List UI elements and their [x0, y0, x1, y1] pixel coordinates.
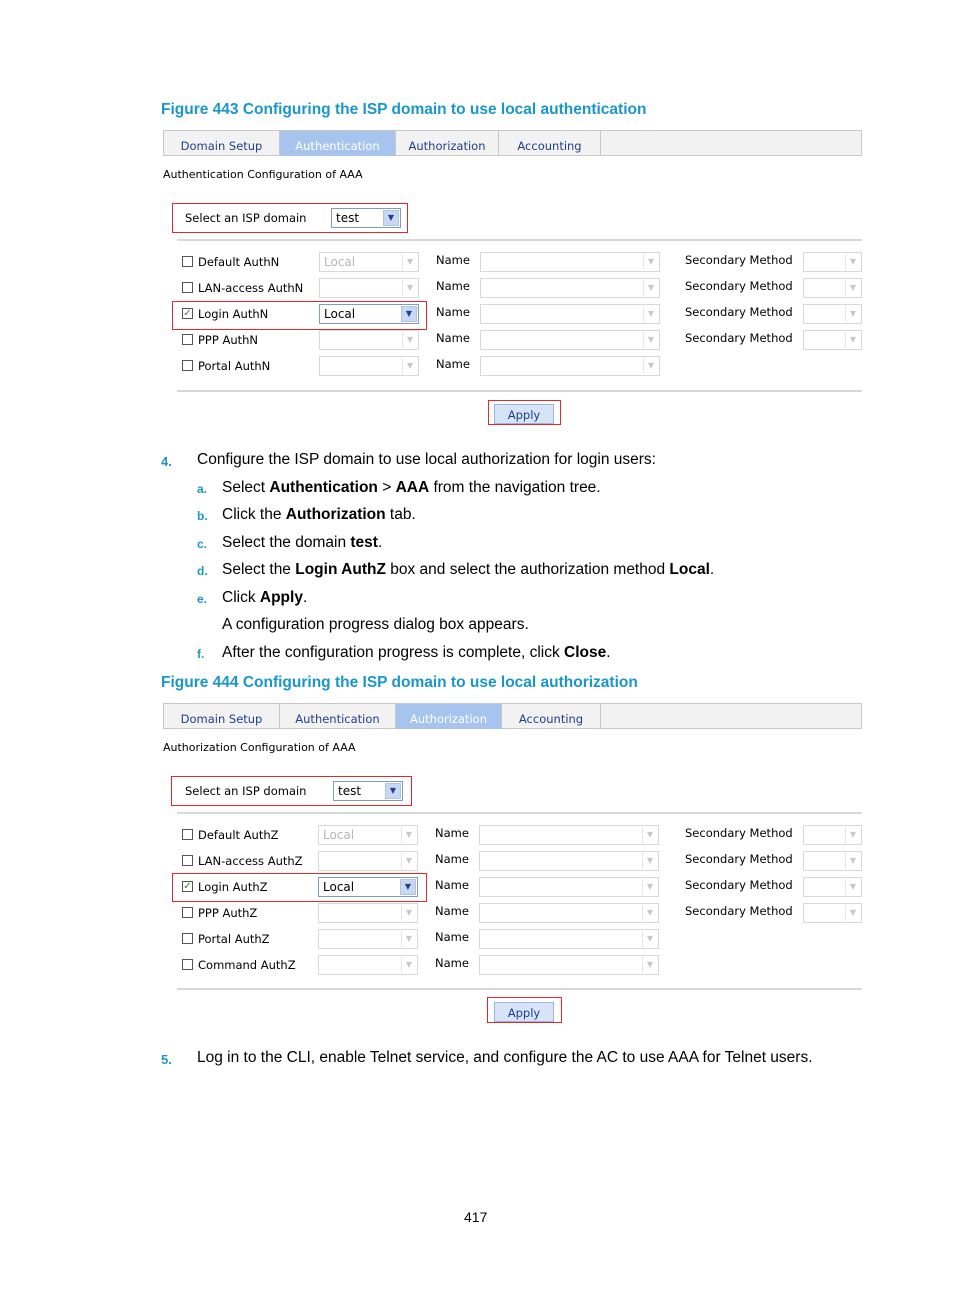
substep-text: Select the domain test.: [222, 534, 383, 551]
step-text: Log in to the CLI, enable Telnet service, and configure the AC to use AAA for Telnet users.: [197, 1049, 813, 1066]
name-label: Name: [435, 930, 469, 944]
primary-method-value: Local: [324, 307, 356, 321]
chevron-down-icon: ▼: [401, 306, 417, 322]
substep-note: A configuration progress dialog box appears.: [222, 616, 529, 633]
method-label: PPP AuthN: [198, 333, 259, 347]
substep-letter: c.: [197, 537, 208, 551]
secondary-method-select[interactable]: [803, 304, 862, 324]
chevron-down-icon: ▼: [401, 931, 416, 947]
chevron-down-icon: ▼: [643, 358, 658, 374]
chevron-down-icon: ▼: [845, 853, 860, 869]
tab-accounting[interactable]: Accounting: [499, 131, 601, 156]
method-checkbox[interactable]: ✓: [183, 881, 192, 892]
chevron-down-icon: ▼: [643, 254, 658, 270]
section-title: Authentication Configuration of AAA: [163, 168, 363, 181]
secondary-method-select[interactable]: [803, 877, 862, 897]
tab-bar: [163, 703, 862, 729]
chevron-down-icon: ▼: [400, 879, 416, 895]
secondary-method-select[interactable]: [803, 825, 862, 845]
tab-authorization[interactable]: Authorization: [396, 704, 502, 729]
method-checkbox[interactable]: [182, 334, 193, 345]
method-checkbox[interactable]: [182, 933, 193, 944]
primary-method-select[interactable]: [318, 825, 418, 845]
method-checkbox[interactable]: [182, 360, 193, 371]
chevron-down-icon: ▼: [401, 957, 416, 973]
chevron-down-icon: ▼: [845, 827, 860, 843]
chevron-down-icon: ▼: [402, 280, 417, 296]
name-label: Name: [436, 357, 470, 371]
chevron-down-icon: ▼: [643, 332, 658, 348]
isp-domain-value: test: [338, 784, 362, 798]
method-label: Default AuthZ: [198, 828, 279, 842]
tab-authentication[interactable]: Authentication: [280, 131, 396, 156]
substep-text: Select Authentication > AAA from the navigation tree.: [222, 479, 601, 496]
chevron-down-icon: ▼: [642, 879, 657, 895]
divider: [177, 239, 862, 241]
substep-letter: b.: [197, 509, 208, 523]
chevron-down-icon: ▼: [401, 905, 416, 921]
primary-method-select[interactable]: [318, 851, 418, 871]
name-label: Name: [436, 279, 470, 293]
name-select[interactable]: [480, 278, 660, 298]
method-checkbox[interactable]: [182, 829, 193, 840]
name-select[interactable]: [480, 356, 660, 376]
chevron-down-icon: ▼: [402, 254, 417, 270]
tab-accounting[interactable]: Accounting: [502, 704, 601, 729]
method-checkbox[interactable]: [182, 282, 193, 293]
chevron-down-icon: ▼: [383, 210, 399, 226]
tab-bar: [163, 130, 862, 156]
substep-letter: d.: [197, 564, 208, 578]
primary-method-value: Local: [324, 255, 356, 269]
chevron-down-icon: ▼: [845, 905, 860, 921]
secondary-method-select[interactable]: [803, 278, 862, 298]
substep-letter: e.: [197, 592, 208, 606]
method-checkbox[interactable]: ✓: [183, 308, 192, 319]
chevron-down-icon: ▼: [643, 306, 658, 322]
step-number: 4.: [161, 454, 172, 469]
name-select[interactable]: [479, 903, 659, 923]
method-label: Default AuthN: [198, 255, 280, 269]
primary-method-select[interactable]: [319, 278, 419, 298]
isp-domain-label: Select an ISP domain: [185, 211, 307, 225]
step-number: 5.: [161, 1052, 172, 1067]
primary-method-select[interactable]: [319, 330, 419, 350]
divider: [177, 390, 862, 392]
isp-domain-select[interactable]: [333, 781, 403, 801]
chevron-down-icon: ▼: [401, 827, 416, 843]
name-label: Name: [436, 305, 470, 319]
name-label: Name: [435, 878, 469, 892]
chevron-down-icon: ▼: [642, 905, 657, 921]
chevron-down-icon: ▼: [642, 853, 657, 869]
name-label: Name: [435, 904, 469, 918]
substep-text: Click the Authorization tab.: [222, 506, 416, 523]
method-label: Login AuthZ: [198, 880, 268, 894]
chevron-down-icon: ▼: [402, 332, 417, 348]
secondary-method-select[interactable]: [803, 330, 862, 350]
substep-text: After the configuration progress is complete, click Close.: [222, 644, 611, 661]
primary-method-select[interactable]: [319, 252, 419, 272]
method-label: PPP AuthZ: [198, 906, 258, 920]
secondary-method-select[interactable]: [803, 851, 862, 871]
primary-method-select[interactable]: [319, 356, 419, 376]
tab-authentication[interactable]: Authentication: [280, 704, 396, 729]
figure-443-caption: Figure 443 Configuring the ISP domain to use local authentication: [161, 101, 647, 118]
divider: [177, 988, 862, 990]
name-label: Name: [435, 826, 469, 840]
substep-letter: a.: [197, 482, 208, 496]
chevron-down-icon: ▼: [642, 931, 657, 947]
secondary-method-label: Secondary Method: [685, 305, 793, 319]
divider: [177, 812, 862, 814]
chevron-down-icon: ▼: [845, 280, 860, 296]
isp-domain-select[interactable]: [331, 208, 401, 228]
name-select[interactable]: [479, 877, 659, 897]
secondary-method-label: Secondary Method: [685, 331, 793, 345]
name-select[interactable]: [479, 929, 659, 949]
chevron-down-icon: ▼: [845, 306, 860, 322]
secondary-method-label: Secondary Method: [685, 253, 793, 267]
login-authn-highlight: [172, 301, 427, 330]
method-label: Portal AuthN: [198, 359, 271, 373]
name-select[interactable]: [479, 955, 659, 975]
chevron-down-icon: ▼: [845, 332, 860, 348]
page-number: 417: [464, 1209, 488, 1225]
section-title: Authorization Configuration of AAA: [163, 741, 356, 754]
primary-method-value: Local: [323, 828, 355, 842]
secondary-method-label: Secondary Method: [685, 878, 793, 892]
name-select[interactable]: [480, 304, 660, 324]
chevron-down-icon: ▼: [642, 957, 657, 973]
method-checkbox[interactable]: [182, 855, 193, 866]
tab-domain-setup[interactable]: Domain Setup: [164, 704, 280, 729]
substep-text: Click Apply.: [222, 589, 308, 606]
tab-domain-setup[interactable]: Domain Setup: [164, 131, 280, 156]
secondary-method-label: Secondary Method: [685, 852, 793, 866]
name-label: Name: [435, 852, 469, 866]
method-label: Command AuthZ: [198, 958, 296, 972]
name-select[interactable]: [480, 330, 660, 350]
name-select[interactable]: [479, 825, 659, 845]
method-label: LAN-access AuthN: [198, 281, 304, 295]
name-label: Name: [436, 331, 470, 345]
method-checkbox[interactable]: [182, 959, 193, 970]
name-select[interactable]: [480, 252, 660, 272]
method-checkbox[interactable]: [182, 907, 193, 918]
method-label: Portal AuthZ: [198, 932, 270, 946]
chevron-down-icon: ▼: [642, 827, 657, 843]
primary-method-value: Local: [323, 880, 355, 894]
chevron-down-icon: ▼: [845, 254, 860, 270]
secondary-method-select[interactable]: [803, 252, 862, 272]
chevron-down-icon: ▼: [385, 783, 401, 799]
primary-method-select[interactable]: [318, 903, 418, 923]
method-label: LAN-access AuthZ: [198, 854, 303, 868]
isp-domain-label: Select an ISP domain: [185, 784, 307, 798]
chevron-down-icon: ▼: [845, 879, 860, 895]
primary-method-select[interactable]: [318, 929, 418, 949]
login-authz-highlight: [172, 873, 427, 902]
primary-method-select[interactable]: [318, 955, 418, 975]
secondary-method-select[interactable]: [803, 903, 862, 923]
method-checkbox[interactable]: [182, 256, 193, 267]
step-text: Configure the ISP domain to use local authorization for login users:: [197, 451, 656, 468]
name-label: Name: [436, 253, 470, 267]
name-select[interactable]: [479, 851, 659, 871]
name-label: Name: [435, 956, 469, 970]
substep-text: Select the Login AuthZ box and select the authorization method Local.: [222, 561, 715, 578]
chevron-down-icon: ▼: [401, 853, 416, 869]
secondary-method-label: Secondary Method: [685, 279, 793, 293]
secondary-method-label: Secondary Method: [685, 826, 793, 840]
apply-button[interactable]: Apply: [494, 1002, 554, 1022]
method-label: Login AuthN: [198, 307, 269, 321]
substep-letter: f.: [197, 647, 205, 661]
isp-domain-value: test: [336, 211, 360, 225]
tab-authorization[interactable]: Authorization: [396, 131, 499, 156]
chevron-down-icon: ▼: [402, 358, 417, 374]
chevron-down-icon: ▼: [643, 280, 658, 296]
secondary-method-label: Secondary Method: [685, 904, 793, 918]
figure-444-caption: Figure 444 Configuring the ISP domain to use local authorization: [161, 674, 638, 691]
apply-button[interactable]: Apply: [494, 404, 554, 424]
